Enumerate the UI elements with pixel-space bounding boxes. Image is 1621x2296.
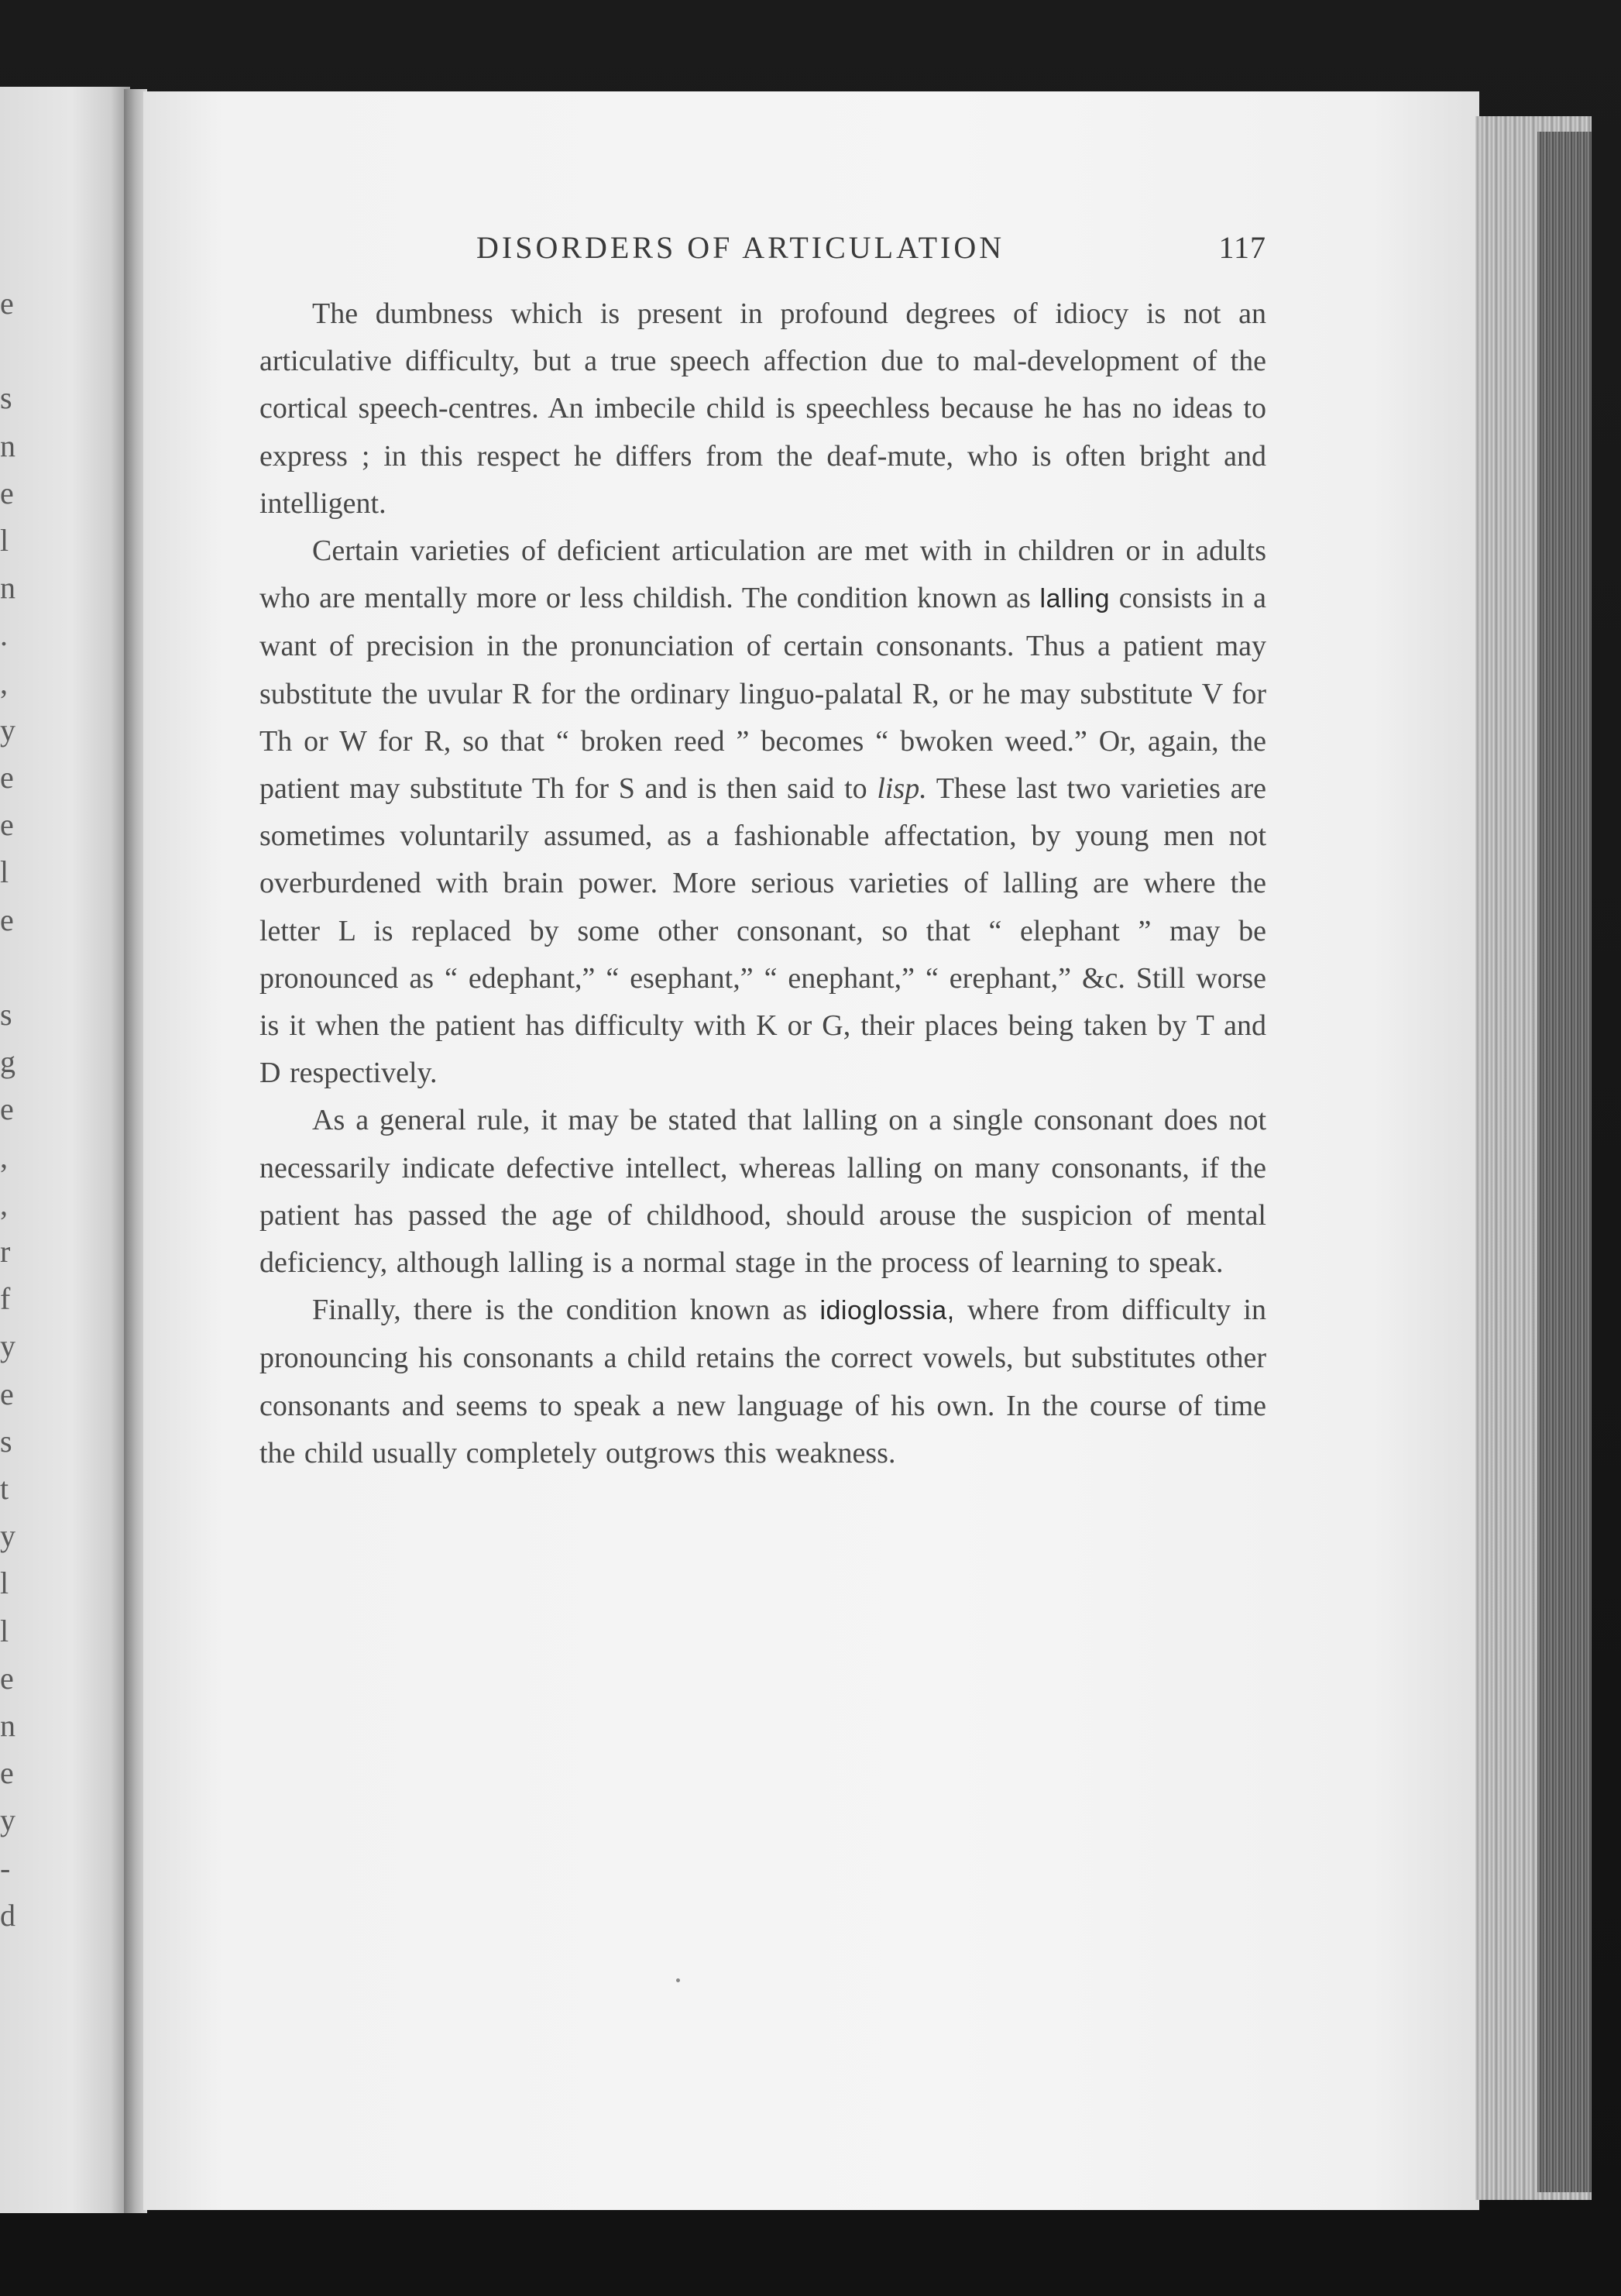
paragraph <box>259 290 1266 528</box>
left-page-text-fragment: e <box>0 1755 14 1791</box>
left-page-text-fragment: e <box>0 1660 14 1696</box>
paragraph <box>259 1287 1266 1477</box>
left-page-text-fragment: y <box>0 1803 15 1838</box>
text-run: consists in a want of precision in the pronunciation of certain consonants. Thus a patient may substitute the uvular R for the ordinary linguo-palatal R, or he may substitute V for Th or W for R, so that “ broken reed ” becomes “ bwoken weed.” Or, again, the patient may substitute Th for S and is then said to <box>259 582 1266 806</box>
left-page-text-fragment: e <box>0 807 14 843</box>
text-run: As a general rule, it may be stated that lalling on a single consonant does not necessarily indicate defective intellect, whereas lalling on many consonants, if the patient has passed the age of childhood, should arouse the suspicion of mental deficiency, although lalling is a normal stage in the process of learning to speak. <box>259 1104 1266 1280</box>
left-page-text-fragment: s <box>0 1423 12 1459</box>
left-page-text-fragment: n <box>0 1708 15 1743</box>
text-run: These last two varieties are sometimes voluntarily assumed, as a fashionable affectation, by young men not overburdened with brain power. More serious varieties of lalling are where the letter L is replaced by some other consonant, so that “ elephant ” may be pronounced as “ edephant,” “ esephant,” “ enephant,” “ erephant,” &c. Still worse is it when the patient has difficulty with K or G, their places being taken by T and D respectively. <box>259 772 1267 1090</box>
page-edge-shadow <box>1537 132 1592 2192</box>
left-page-text-fragment: l <box>0 854 9 890</box>
paragraph <box>259 1097 1266 1287</box>
left-page-text-fragment: s <box>0 380 12 416</box>
key-term: lalling <box>1039 584 1110 614</box>
italic-term: lisp. <box>877 772 927 806</box>
left-page-text-fragment: e <box>0 760 14 795</box>
page-number: 117 <box>1218 230 1266 265</box>
left-page-text-fragment: n <box>0 570 15 606</box>
body-text <box>259 290 1266 1477</box>
left-page-text-fragment: l <box>0 1566 9 1601</box>
left-page-text-fragment: , <box>0 1186 8 1222</box>
paragraph <box>259 528 1266 1097</box>
left-page-text-fragment: l <box>0 523 9 558</box>
left-page-text-fragment: r <box>0 1234 11 1269</box>
left-page-text-fragment: y <box>0 1328 15 1364</box>
left-page-text-fragment: s <box>0 997 12 1032</box>
text-run: where from difficulty in pronouncing his consonants a child retains the correct vowels, but substitutes other consonants and seems to speak a new language of his own. In the course of time the child usually completely outgrows this weakness. <box>259 1294 1266 1469</box>
left-page-text-fragment: e <box>0 1091 14 1127</box>
text-run: Certain varieties of deficient articulation are met with in children or in adults who are mentally more or less childish. The condition known as <box>259 534 1266 615</box>
left-page-text-fragment: e <box>0 286 14 321</box>
left-page-text-fragment: n <box>0 428 15 463</box>
key-term: idioglossia, <box>819 1296 955 1326</box>
left-page-text-fragment: d <box>0 1897 15 1933</box>
text-run: Finally, there is the condition known as <box>312 1294 820 1327</box>
left-page-text-fragment: y <box>0 712 15 748</box>
left-facing-page <box>0 87 130 2213</box>
running-header <box>476 229 1266 268</box>
left-page-text-fragment: e <box>0 1376 14 1411</box>
left-page-text-fragment: l <box>0 1613 9 1648</box>
left-page-text-fragment: - <box>0 1850 11 1885</box>
text-run: The dumbness which is present in profound degrees of idiocy is not an articulative difficulty, but a true speech affection due to mal-development of the cortical speech-centres. An imbecile child is speechless because he has no ideas to express ; in this respect he differs from the deaf-mute, who is often bright and intelligent. <box>259 297 1266 520</box>
left-page-text-fragment: , <box>0 665 8 700</box>
left-page-text-fragment: y <box>0 1518 15 1554</box>
page-speck <box>676 1978 680 1982</box>
running-head-title: DISORDERS OF ARTICULATION <box>476 230 1005 265</box>
left-page-text-fragment: g <box>0 1044 15 1080</box>
left-page-text-fragment: . <box>0 617 8 653</box>
left-page-text-fragment: t <box>0 1471 9 1506</box>
left-page-text-fragment: f <box>0 1281 11 1317</box>
left-page-text-fragment: e <box>0 475 14 510</box>
left-page-text-fragment: e <box>0 902 14 937</box>
left-page-text-fragment: , <box>0 1139 8 1174</box>
